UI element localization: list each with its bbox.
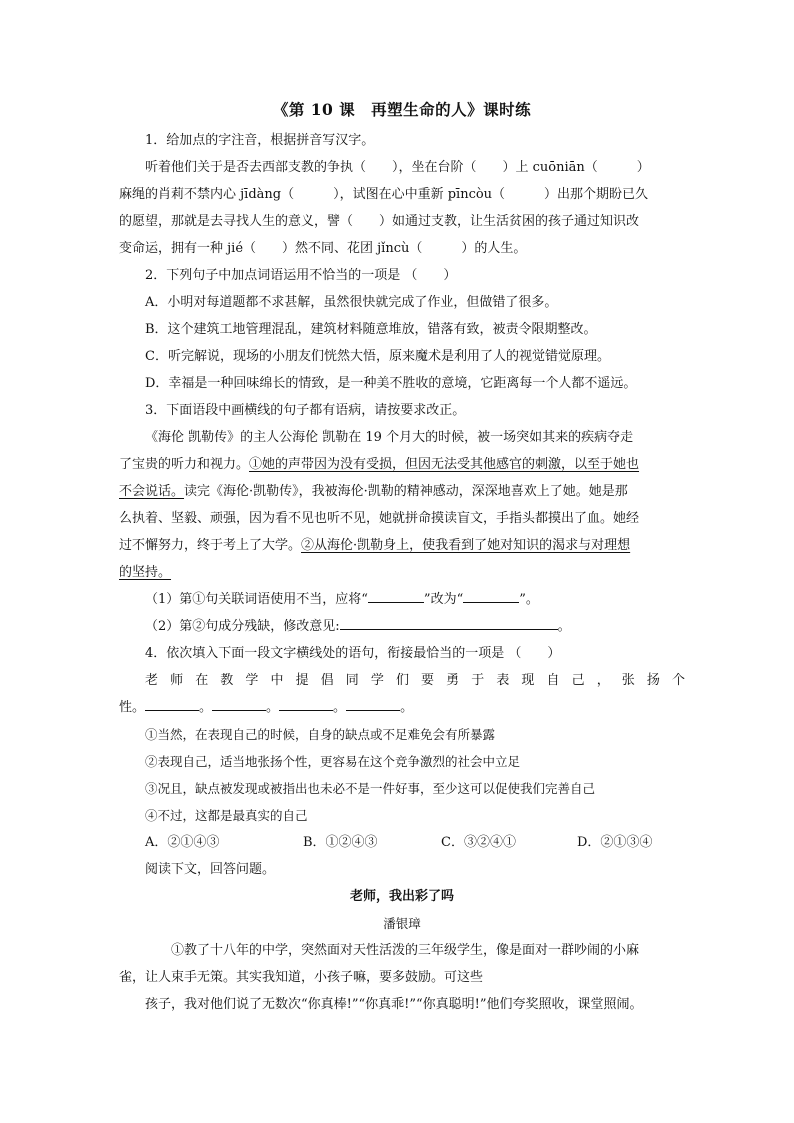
q4-passage-line-2: [119, 694, 685, 721]
q4-item-3: ③况且，缺点被发现或被指出也未必不是一件好事，至少这可以促使我们完善自己: [145, 781, 596, 796]
q1-text-line-2: 麻绳的肖莉不禁内心 jīdàng（ ），试图在心中重新 pīncòu（ ）出那个期盼已久: [119, 187, 649, 202]
q3-passage-line-4: 么执着、坚毅、顽强，因为看不见也听不见，她就拼命摸读盲文，手指头都摸出了血。她经: [119, 511, 640, 526]
q3-sub1-text: （1）第①句关联词语使用不当，应将“: [145, 592, 368, 607]
q4-passage-line-1: 老师在教学中提倡同学们要勇于表现自己，张扬个: [145, 673, 685, 688]
q2-option-b: B．这个建筑工地管理混乱，建筑材料随意堆放，错落有致，被责令限期整改。: [145, 322, 597, 337]
q4-passage-text: 性。: [119, 700, 146, 715]
q2-option-c: C．听完解说，现场的小朋友们恍然大悟，原来魔术是利用了人的视觉错觉原理。: [145, 349, 610, 364]
q4-choice-b[interactable]: B．①②④③: [303, 835, 378, 850]
q4-item-4: ④不过，这都是最真实的自己: [145, 808, 308, 823]
story-paragraph-line-2: 雀，让人束手无策。其实我知道，小孩子嘛，要多鼓励。可这些: [119, 970, 484, 985]
answer-blank[interactable]: [279, 696, 333, 711]
q3-passage-text: 读完《海伦·凯勒传》，我被海伦·凯勒的精神感动，深深地喜欢上了她。她是那: [184, 484, 628, 499]
q2-stem: 2．下列句子中加点词语运用不恰当的一项是 （ ）: [145, 268, 457, 283]
q3-sub2-text: 。: [557, 619, 571, 634]
q4-choices: [119, 829, 685, 856]
q3-passage-line-6: [119, 559, 685, 586]
q4-stem: 4．依次填入下面一段文字横线处的语句，衔接最恰当的一项是 （ ）: [145, 646, 561, 661]
q3-sub1-text: ”改为“: [423, 592, 464, 607]
reading-intro: 阅读下文，回答问题。: [145, 862, 276, 877]
q3-passage-line-5: [119, 532, 685, 559]
q1-text-line-3: 的愿望，那就是去寻找人生的意义，譬（ ）如通过支教，让生活贫困的孩子通过知识改: [119, 214, 640, 229]
answer-blank[interactable]: [463, 588, 519, 603]
q3-sub-question-2: [119, 613, 685, 640]
q3-underlined-sentence-2b: 的坚持。: [119, 565, 172, 580]
q3-underlined-sentence-2a: ②从海伦·凯勒身上，使我看到了她对知识的渴求与对理想: [301, 538, 631, 553]
q1-stem: 1．给加点的字注音，根据拼音写汉字。: [145, 133, 375, 148]
q3-sub-question-1: [119, 586, 685, 613]
answer-blank[interactable]: [368, 588, 424, 603]
q4-separator: 。: [266, 700, 280, 715]
q4-item-2: ②表现自己，适当地张扬个性，更容易在这个竞争激烈的社会中立足: [145, 754, 521, 769]
q3-stem: 3．下面语段中画横线的句子都有语病，请按要求改正。: [145, 403, 466, 418]
q1-text-line-1: 听着他们关于是否去西部支教的争执（ ），坐在台阶（ ）上 cuōniān（ ）: [145, 160, 650, 175]
answer-blank[interactable]: [145, 696, 199, 711]
q3-sub1-text: ”。: [519, 592, 539, 607]
answer-blank[interactable]: [212, 696, 266, 711]
answer-blank[interactable]: [346, 696, 400, 711]
q4-item-1: ①当然，在表现自己的时候，自身的缺点或不足难免会有所暴露: [145, 727, 496, 742]
story-title: 老师，我出彩了吗: [349, 889, 454, 904]
q3-sub2-text: （2）第②句成分残缺，修改意见:: [145, 619, 340, 634]
q4-separator: 。: [333, 700, 347, 715]
q2-option-a: A．小明对每道题都不求甚解，虽然很快就完成了作业，但做错了很多。: [145, 295, 558, 310]
q3-passage-line-2: [119, 451, 685, 478]
q3-underlined-sentence-1a: ①她的声带因为没有受损，但因无法受其他感官的刺激，以至于她也: [249, 457, 640, 472]
q4-choice-d[interactable]: D．②①③④: [577, 835, 653, 850]
q3-passage-line-3: [119, 478, 685, 505]
page-title: 《第 10 课 再塑生命的人》课时练: [272, 100, 532, 119]
q4-separator: 。: [400, 700, 414, 715]
q4-separator: 。: [199, 700, 213, 715]
q3-passage-text: 过不懈努力，终于考上了大学。: [119, 538, 302, 553]
worksheet-content: [119, 95, 685, 1018]
q3-passage-line-1: 《海伦 凯勒传》的主人公海伦 凯勒在 19 个月大的时候，被一场突如其来的疾病夺走: [145, 430, 634, 445]
q3-underlined-sentence-1b: 不会说话。: [119, 484, 185, 499]
answer-blank[interactable]: [340, 615, 558, 630]
q4-choice-a[interactable]: A．②①④③: [145, 835, 220, 850]
q2-option-d: D．幸福是一种回味绵长的情致，是一种美不胜收的意境，它距离每一个人都不遥远。: [145, 376, 637, 391]
story-paragraph-line-3: 孩子，我对他们说了无数次“你真棒!”“你真乖!”“你真聪明!”他们夸奖照收，课堂照闹。: [145, 997, 643, 1012]
story-paragraph-line-1: ①教了十八年的中学，突然面对天性活泼的三年级学生，像是面对一群吵闹的小麻: [171, 943, 640, 958]
q4-choice-c[interactable]: C．③②④①: [441, 835, 516, 850]
story-author: 潘银璋: [383, 916, 421, 931]
q1-text-line-4: 变命运，拥有一种 jié（ ）然不同、花团 jǐncù（ ）的人生。: [119, 241, 527, 256]
q3-passage-text: 了宝贵的听力和视力。: [119, 457, 250, 472]
